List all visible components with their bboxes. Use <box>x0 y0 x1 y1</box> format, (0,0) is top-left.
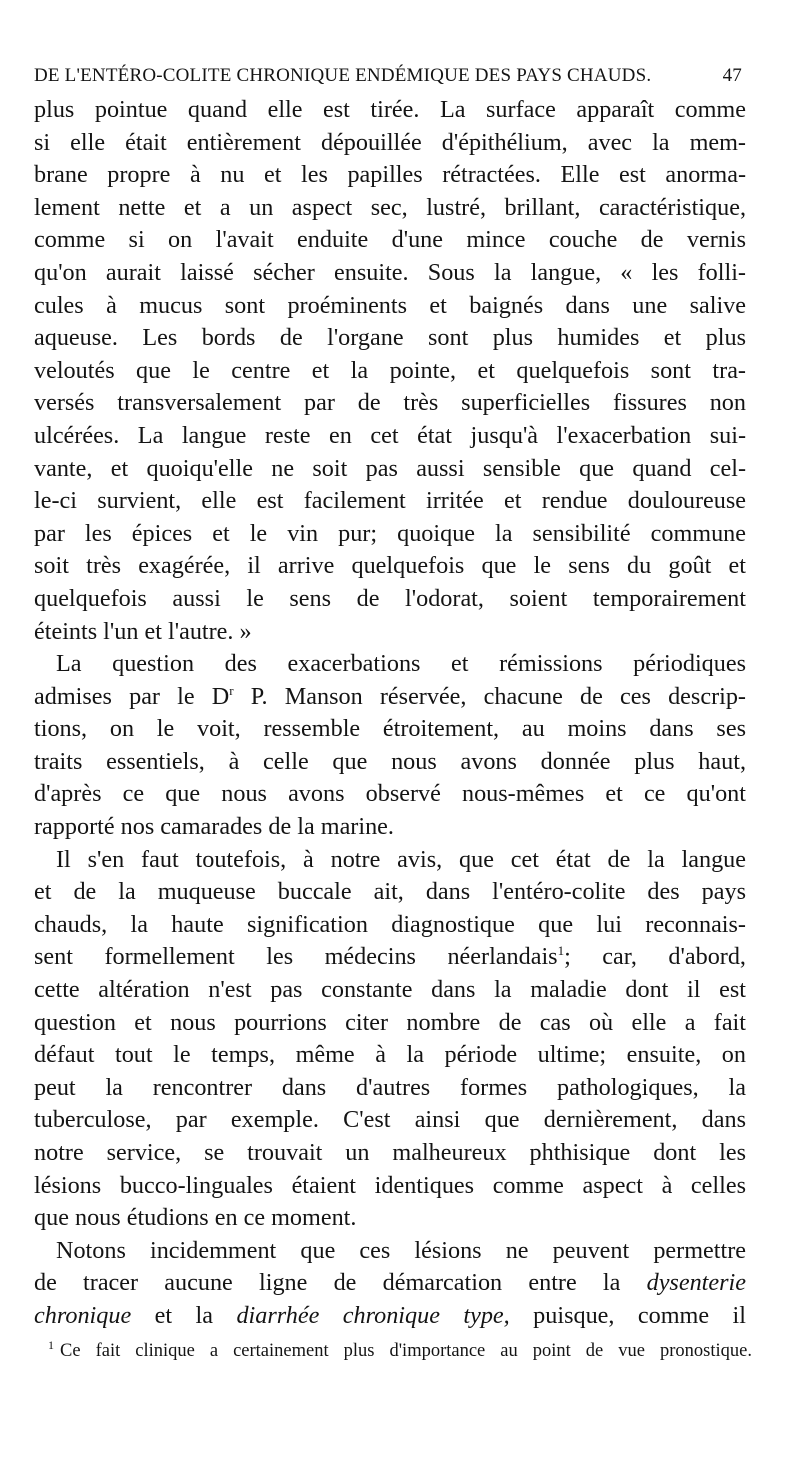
text-line: aqueuse. Les bords de l'organe sont plus humides et plus <box>34 324 746 352</box>
text-line: ulcérées. La langue reste en cet état jusqu'à l'exacerbation sui- <box>34 421 746 449</box>
body-text <box>34 94 746 1333</box>
text-line: vante, et quoiqu'elle ne soit pas aussi sensible que quand cel- <box>34 454 746 482</box>
text-span: puisque, comme il <box>509 1301 746 1329</box>
text-line: d'après ce que nous avons observé nous-mêmes et ce qu'ont <box>34 780 746 808</box>
text-line: que nous étudions en ce moment. <box>34 1204 357 1232</box>
text-line: par les épices et le vin pur; quoique la sensibilité commune <box>34 519 746 547</box>
text-line: et de la muqueuse buccale ait, dans l'entéro-colite des pays <box>34 878 746 906</box>
text-line: tuberculose, par exemple. C'est ainsi que dernièrement, dans <box>34 1106 746 1134</box>
text-line: peut la rencontrer dans d'autres formes pathologiques, la <box>34 1073 746 1101</box>
text-line <box>34 1300 746 1333</box>
text-line: tions, on le voit, ressemble étroitement, au moins dans ses <box>34 715 746 743</box>
text-line <box>34 681 746 714</box>
text-span: ; car, d'abord, <box>564 943 746 971</box>
text-line: veloutés que le centre et la pointe, et quelquefois sont tra- <box>34 356 746 384</box>
text-line: lésions bucco-linguales étaient identiques comme aspect à celles <box>34 1171 746 1199</box>
text-line: comme si on l'avait enduite d'une mince couche de vernis <box>34 226 746 254</box>
text-span: admises par le D <box>34 682 230 710</box>
italic-term: dysenterie <box>646 1269 746 1297</box>
text-line: qu'on aurait laissé sécher ensuite. Sous la langue, « les folli- <box>34 258 746 286</box>
text-line: quelquefois aussi le sens de l'odorat, soient temporairement <box>34 584 746 612</box>
page-number: 47 <box>722 65 742 86</box>
footnote-reference: 1 <box>557 943 565 959</box>
superscript: r <box>229 682 234 698</box>
footnote-text: Ce fait clinique a certainement plus d'importance au point de vue pronostique. <box>60 1341 752 1361</box>
text-span: et la <box>131 1301 237 1329</box>
text-line: cules à mucus sont proéminents et baignés dans une salive <box>34 291 746 319</box>
text-line: versés transversalement par de très superficielles fissures non <box>34 389 746 417</box>
paragraph-first-line: Il s'en faut toutefois, à notre avis, que cet état de la langue <box>56 845 746 873</box>
text-line: le-ci survient, elle est facilement irritée et rendue douloureuse <box>34 487 746 515</box>
running-head <box>34 61 742 91</box>
text-line: rapporté nos camarades de la marine. <box>34 813 394 841</box>
text-line: si elle était entièrement dépouillée d'épithélium, avec la mem- <box>34 128 746 156</box>
text-line: question et nous pourrions citer nombre de cas où elle a fait <box>34 1008 746 1036</box>
paragraph-first-line: La question des exacerbations et rémissions périodiques <box>56 650 746 678</box>
running-title: DE L'ENTÉRO-COLITE CHRONIQUE ENDÉMIQUE DES PAYS CHAUDS. <box>34 65 652 86</box>
text-span: sent formellement les médecins néerlandais <box>34 943 558 971</box>
text-span: de tracer aucune ligne de démarcation entre la <box>34 1269 647 1297</box>
text-line: traits essentiels, à celle que nous avons donnée plus haut, <box>34 747 746 775</box>
footnote <box>48 1338 752 1364</box>
text-line: soit très exagérée, il arrive quelquefois que le sens du goût et <box>34 552 746 580</box>
text-line <box>34 1267 746 1300</box>
italic-term: chronique <box>34 1301 132 1329</box>
text-span: P. Manson réservée, chacune de ces descrip- <box>233 682 746 710</box>
paragraph-first-line: Notons incidemment que ces lésions ne peuvent permettre <box>56 1236 746 1264</box>
text-line <box>34 941 746 974</box>
text-line: plus pointue quand elle est tirée. La surface apparaît comme <box>34 96 746 123</box>
text-line: chauds, la haute signification diagnostique que lui reconnais- <box>34 910 746 938</box>
text-line: cette altération n'est pas constante dans la maladie dont il est <box>34 976 746 1004</box>
text-line: lement nette et a un aspect sec, lustré, brillant, caractéristique, <box>34 193 746 221</box>
text-line: notre service, se trouvait un malheureux phthisique dont les <box>34 1139 746 1166</box>
footnote-marker: 1 <box>48 1337 54 1352</box>
text-line: éteints l'un et l'autre. » <box>34 617 252 645</box>
text-line: brane propre à nu et les papilles rétractées. Elle est anorma- <box>34 161 746 189</box>
text-line: défaut tout le temps, même à la période ultime; ensuite, on <box>34 1041 746 1069</box>
italic-term: diarrhée chronique type, <box>236 1301 510 1329</box>
